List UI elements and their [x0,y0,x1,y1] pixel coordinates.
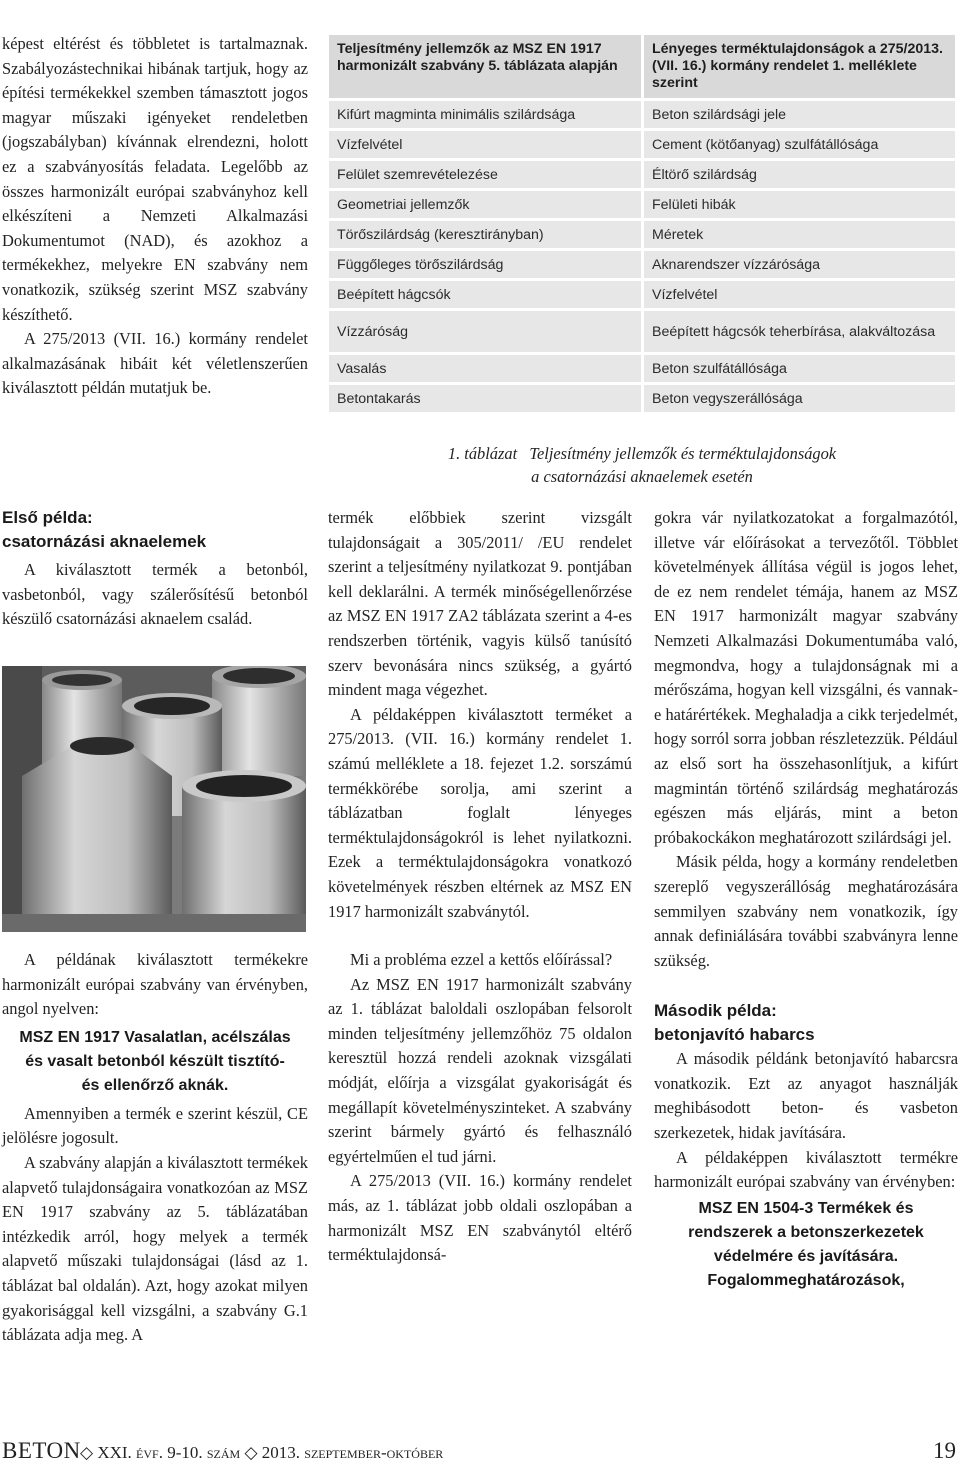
standard-subtitle: Fogalommeghatározások, [707,1271,905,1289]
table-cell: Függőleges törőszilárdság [328,250,643,280]
table-header-right: Lényeges terméktulajdonságok a 275/2013. (VII. 16.) kormány rendelet 1. melléklete szerint [643,34,957,100]
section-heading: Első példa: [2,508,93,527]
table-cell: Cement (kötőanyag) szulfátállósága [643,130,957,160]
standard-title: MSZ EN 1504-3 Termékek és rendszerek a betonszerkezetek védelmére és javítására. [688,1199,924,1265]
paragraph: A második példánk betonjavító habarcsra vonatkozik. Ezt az anyagot használják meghibásodott beton- és vasbeton szerkezetek, hidak javítására. [654,1049,958,1143]
column-1-top [2,32,308,401]
table-caption-line: 1. táblázat Teljesítmény jellemzők és terméktulajdonságok [447,444,837,463]
table-cell: Kifúrt magminta minimális szilárdsága [328,100,643,130]
table-cell: Felületi hibák [643,190,957,220]
table-cell: Geometriai jellemzők [328,190,643,220]
standard-title: MSZ EN 1917 Vasalatlan, acélszálas és vasalt betonból készült tisztító- és ellenőrző aknák. [19,1028,291,1094]
table-cell: Beton szilárdsági jele [643,100,957,130]
table-row [328,354,957,384]
concrete-rings-image [2,666,306,932]
paragraph: A példaképpen kiválasztott terméket a 275/2013. (VII. 16.) kormány rendelet 1. számú melléklete a 18. fejezet 1.2. sorszámú termékkörébe sorolja, ami szerint a táblázatban foglalt lényeges terméktulajdonságokról is lehet nyilatkozni. Ezek a terméktulajdonságokra vonatkozó követelmények részben eltérnek az MSZ EN 1917 harmonizált szabványtól. [328,704,632,921]
column-1-example [2,506,308,632]
table-row [328,250,957,280]
column-3 [654,506,958,1293]
paragraph: A 275/2013 (VII. 16.) kormány rendelet alkalmazásának hibáit két véletlenszerűen kiválasztott példán mutatjuk be. [2,329,308,398]
table-row [328,130,957,160]
table-row [328,384,957,414]
table-header-row [328,34,957,100]
table-cell: Vízzáróság [328,310,643,354]
paragraph: A 275/2013 (VII. 16.) kormány rendelet más, az 1. táblázat jobb oldali oszlopában a harmonizált MSZ EN szabványtól eltérő terméktulajdonsá- [328,1171,632,1265]
table-row [328,190,957,220]
properties-table [326,32,958,415]
table-cell: Beton vegyszerállósága [643,384,957,414]
section-subheading: betonjavító habarcs [654,1025,815,1045]
table-header-left: Teljesítmény jellemzők az MSZ EN 1917 harmonizált szabvány 5. táblázata alapján [328,34,643,100]
paragraph: A kiválasztott termék a betonból, vasbetonból, vagy szálerősítésű betonból készülő csatornázási aknaelem család. [2,560,308,629]
manhole-elements-photo [2,666,306,932]
paragraph: Amennyiben a termék e szerint készül, CE jelölésre jogosult. [2,1103,308,1148]
table-cell: Beépített hágcsók teherbírása, alakváltozása [643,310,957,354]
table-cell: Méretek [643,220,957,250]
column-2 [328,506,632,1268]
paragraph: Mi a probléma ezzel a kettős előírással? [350,950,613,970]
page-footer [0,1436,960,1466]
table-cell: Törőszilárdság (keresztirányban) [328,220,643,250]
section-subheading: csatornázási aknaelemek [2,532,207,551]
table-cell: Felület szemrevételezése [328,160,643,190]
paragraph: A szabvány alapján a kiválasztott termékek alapvető tulajdonságaira vonatkozóan az MSZ EN 1917 szabvány az 5. táblázatában intézkedik arról, hogy melyek a termék alapvető műszaki tulajdonságai (lásd az 1. táblázat bal oldalán). Azt, hogy azokat milyen gyakorisággal kell vizsgálni, a szabvány G.1 táblázata adja meg. A [2,1152,308,1345]
issue-info: ◇ XXI. évf. 9-10. szám ◇ 2013. szeptember-október [80,1443,444,1462]
table-cell: Beton szulfátállósága [643,354,957,384]
table-cell: Vasalás [328,354,643,384]
table-row [328,100,957,130]
table-cell: Vízfelvétel [643,280,957,310]
table-cell: Beépített hágcsók [328,280,643,310]
column-1-bottom [2,948,308,1348]
magazine-name: BETON [2,1438,81,1463]
paragraph: képest eltérést és többletet is tartalmaznak. Szabályozástechnikai hibának tartjuk, hogy az építési termékekkel szemben támasztott jogos magyar műszaki igényeket rendeletben (jogszabályban) kívánnak elrendezni, holott ez a szabványosítás feladata. Legelőbb az összes harmonizált európai szabványhoz kell elkészíteni a Nemzeti Alkalmazási Dokumentumot (NAD), és azokhoz a termékekhez, melyekre EN szabvány nem vonatkozik, szükség szerint MSZ szabvány készíthető. [2,34,308,324]
table-row [328,280,957,310]
page-number: 19 [933,1438,956,1463]
table-caption-line: a csatornázási aknaelemek esetén [531,467,753,486]
paragraph: gokra vár nyilatkozatokat a forgalmazótól, illetve vár előírásokat a tervezőtől. Többlet követelmények állítása végül is jogos lehet, de ez nem rendelet témája, hanem az MSZ EN 1917 harmonizált magyar szabvány Nemzeti Alkalmazási Dokumentumába való, megmondva, hogy a tulajdonságnak mi a mérőszáma, hogyan kell vizsgálni, és vannak-e határértékek. Meghaladja a cikk terjedelmét, hogy sorról sorra jobban részletezzük. Például az első sort ha összehasonlítjuk, a kifúrt magmintán történő szilárdság meghatározás egészen más eljárás, mint a beton próbakockákon meghatározott szilárdsági jel. [654,508,958,847]
table-cell: Éltörő szilárdság [643,160,957,190]
paragraph: A példának kiválasztott termékekre harmonizált európai szabvány van érvényben, angol nyelven: [2,950,308,1019]
section-heading: Második példa: [654,1001,777,1021]
table-row [328,160,957,190]
paragraph: Másik példa, hogy a kormány rendeletben szereplő vegyszerállóság meghatározására semmilyen szabvány nem vonatkozik, így annak definiálására további szabványra lenne szükség. [654,852,958,970]
table-row [328,310,957,354]
table-cell: Betontakarás [328,384,643,414]
paragraph: A példaképpen kiválasztott termékre harmonizált európai szabvány van érvényben: [654,1147,958,1192]
table-cell: Aknarendszer vízzárósága [643,250,957,280]
table-row [328,220,957,250]
table-caption [326,442,958,488]
paragraph: Az MSZ EN 1917 harmonizált szabvány az 1. táblázat baloldali oszlopában felsorolt minden teljesítmény jellemzőhöz 75 oldalon keresztül hozzá rendeli azoknak vizsgálati módját, előírja a vizsgálat gyakoriságát és megállapít követelményszinteket. A szabvány szerint bármely gyártó és felhasználó egyértelműen el tud járni. [328,974,632,1166]
paragraph: termék előbbiek szerint vizsgált tulajdonságait a 305/2011/ /EU rendelet szerint a teljesítmény nyilatkozat 9. pontjában kell deklarálni. A termék minőségellenőrzése az MSZ EN 1917 ZA2 táblázata szerint a 4-es rendszerben történik, vagyis külső tanúsító szerv bevonására nincs szükség, a gyártó mindent maga végezhet. [328,508,632,700]
table-cell: Vízfelvétel [328,130,643,160]
